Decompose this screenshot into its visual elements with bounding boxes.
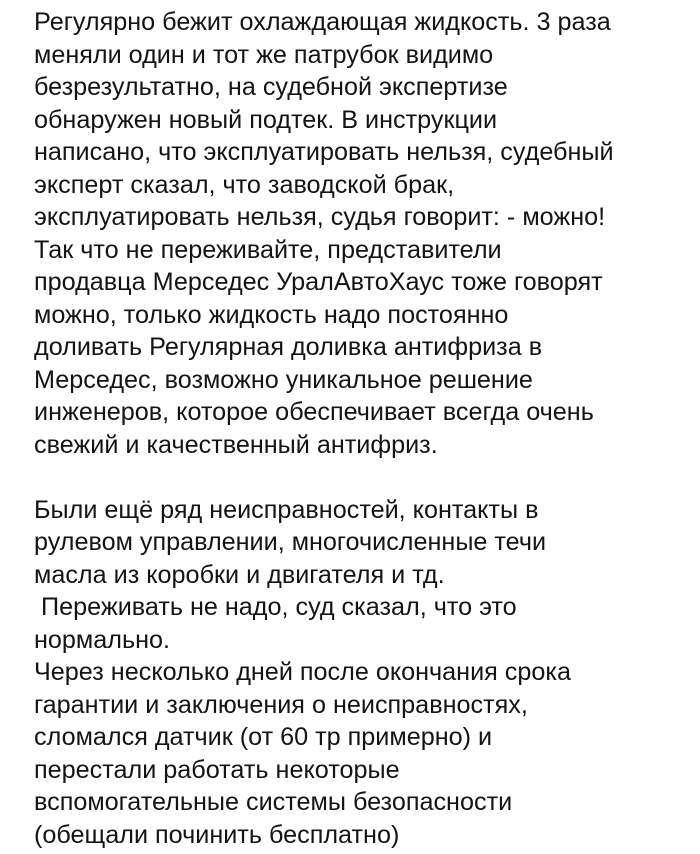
text-line: гарантии и заключения о неисправностях, [34,690,528,719]
text-line: Были ещё ряд неисправностей, контакты в [34,495,539,524]
text-line: Регулярно бежит охлаждающая жидкость. 3 раза [34,8,611,36]
text-line: рулевом управлении, многочисленные течи [34,528,547,556]
paragraph-1 [34,6,684,461]
text-line: (обещали починить бесплатно) [34,820,400,849]
paragraph-2 [34,494,684,852]
text-line: свежий и качественный антифриз. [34,430,438,459]
text-line: сломался датчик (от 60 тр примерно) и [34,723,493,751]
text-line: продавца Мерседес УралАвтоХаус тоже говорят [34,268,603,296]
text-line: написано, что эксплуатировать нельзя, судебный [34,138,614,166]
text-line: масла из коробки и двигателя и тд. [34,560,445,589]
text-line: перестали работать некоторые [34,755,400,784]
text-line: меняли один и тот же патрубок видимо [34,40,494,69]
text-line: Переживать не надо, суд сказал, что это [34,593,517,621]
text-line: безрезультатно, на судебной экспертизе [34,73,508,101]
text-line: эксплуатировать нельзя, судья говорит: - можно! [34,203,606,231]
text-line: обнаружен новый подтек. В инструкции [34,105,498,134]
text-line: можно, только жидкость надо постоянно [34,300,509,329]
text-line: Мерседес, возможно уникальное решение [34,365,533,394]
message-text [34,6,684,851]
paragraph-gap [34,461,684,494]
text-line: вспомогательные системы безопасности [34,788,513,816]
text-line: нормально. [34,625,170,654]
text-line: инженеров, которое обеспечивает всегда очень [34,398,594,426]
text-line: доливать Регулярная доливка антифриза в [34,333,543,361]
text-line: Так что не переживайте, представители [34,235,502,264]
text-line: эксперт сказал, что заводской брак, [34,170,455,199]
text-line: Через несколько дней после окончания срока [34,658,571,686]
